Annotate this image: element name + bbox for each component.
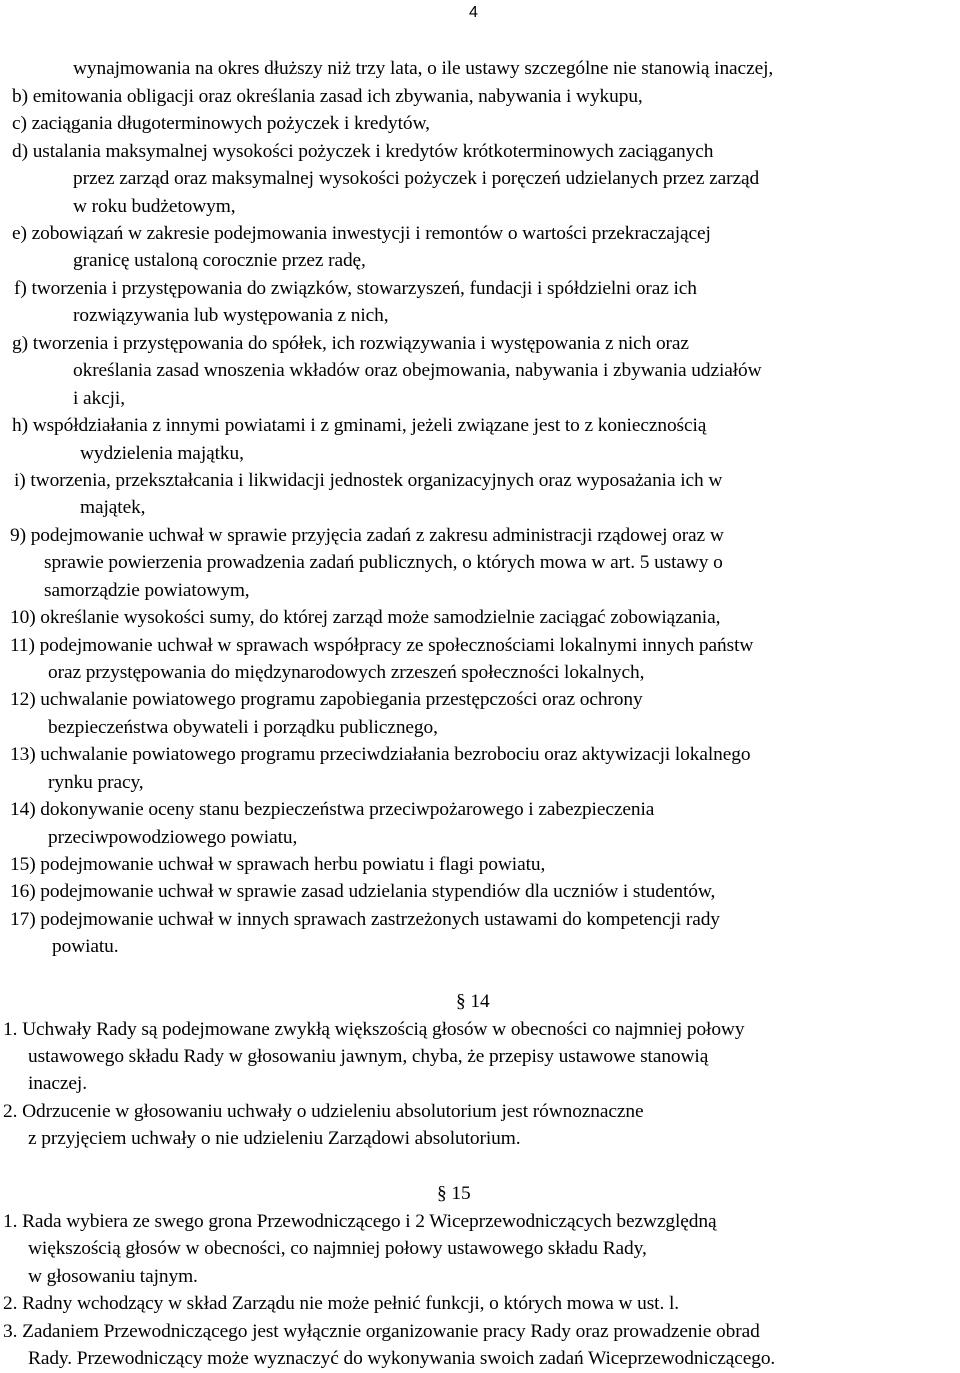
text-line: 15) podejmowanie uchwał w sprawach herbu powiatu i flagi powiatu, [10,854,546,875]
page-number: 4 [469,4,478,21]
section-heading: § 14 [456,991,490,1012]
text-line: 3. Zadaniem Przewodniczącego jest wyłącznie organizowanie pracy Rady oraz prowadzenie obrad [3,1321,760,1342]
text-line: samorządzie powiatowym, [44,580,250,601]
text-line: bezpieczeństwa obywateli i porządku publicznego, [48,717,438,738]
text-line: 1. Uchwały Rady są podejmowane zwykłą większością głosów w obecności co najmniej połowy [3,1019,745,1040]
text-line: 12) uchwalanie powiatowego programu zapobiegania przestępczości oraz ochrony [10,689,643,710]
text-line: ustawowego składu Rady w głosowaniu jawnym, chyba, że przepisy ustawowe stanowią [28,1046,709,1067]
text-line: większością głosów w obecności, co najmniej połowy ustawowego składu Rady, [28,1238,647,1259]
text-line: 9) podejmowanie uchwał w sprawie przyjęcia zadań z zakresu administracji rządowej oraz w [10,525,724,546]
text-line: b) emitowania obligacji oraz określania zasad ich zbywania, nabywania i wykupu, [12,86,643,107]
text-line: majątek, [80,497,146,518]
text-line: 11) podejmowanie uchwał w sprawach współpracy ze społecznościami lokalnymi innych państw [10,635,754,656]
text-line: powiatu. [52,936,119,957]
text-line: wynajmowania na okres dłuższy niż trzy lata, o ile ustawy szczególne nie stanowią inaczej, [73,58,774,79]
text-line: Rady. Przewodniczący może wyznaczyć do wykonywania swoich zadań Wiceprzewodniczącego. [28,1348,776,1369]
text-line: i) tworzenia, przekształcania i likwidacji jednostek organizacyjnych oraz wyposażania ich w [14,470,723,491]
text-line: 13) uchwalanie powiatowego programu przeciwdziałania bezrobociu oraz aktywizacji lokalnego [10,744,751,765]
text-line: w głosowaniu tajnym. [28,1266,198,1287]
text-line: 17) podejmowanie uchwał w innych sprawach zastrzeżonych ustawami do kompetencji rady [10,909,720,930]
text-line: f) tworzenia i przystępowania do związków, stowarzyszeń, fundacji i spółdzielni oraz ich [14,278,697,299]
text-line: g) tworzenia i przystępowania do spółek, ich rozwiązywania i występowania z nich oraz [12,333,689,354]
text-line: 14) dokonywanie oceny stanu bezpieczeństwa przeciwpożarowego i zabezpieczenia [10,799,655,820]
text-line: i akcji, [73,388,125,409]
text-line: określania zasad wnoszenia wkładów oraz obejmowania, nabywania i zbywania udziałów [73,360,762,381]
text-line: c) zaciągania długoterminowych pożyczek i kredytów, [12,113,430,134]
text-line: w roku budżetowym, [73,196,236,217]
text-line: przez zarząd oraz maksymalnej wysokości pożyczek i poręczeń udzielanych przez zarząd [73,168,760,189]
text-line: sprawie powierzenia prowadzenia zadań publicznych, o których mowa w art. 5 ustawy o [44,552,723,573]
text-line: rozwiązywania lub występowania z nich, [73,305,389,326]
text-line: rynku pracy, [48,772,144,793]
text-line: e) zobowiązań w zakresie podejmowania inwestycji i remontów o wartości przekraczającej [12,223,711,244]
text-line: z przyjęciem uchwały o nie udzieleniu Zarządowi absolutorium. [28,1128,521,1149]
text-line: granicę ustaloną corocznie przez radę, [73,250,366,271]
text-line: wydzielenia majątku, [80,443,244,464]
text-line: d) ustalania maksymalnej wysokości pożyczek i kredytów krótkoterminowych zaciąganych [12,141,714,162]
text-line: przeciwpowodziowego powiatu, [48,827,298,848]
text-line: 2. Odrzucenie w głosowaniu uchwały o udzieleniu absolutorium jest równoznaczne [3,1101,644,1122]
text-line: 2. Radny wchodzący w skład Zarządu nie może pełnić funkcji, o których mowa w ust. l. [3,1293,680,1314]
text-line: 10) określanie wysokości sumy, do której zarząd może samodzielnie zaciągać zobowiązania, [10,607,721,628]
text-line: h) współdziałania z innymi powiatami i z gminami, jeżeli związane jest to z koniecznością [12,415,707,436]
text-line: 16) podejmowanie uchwał w sprawie zasad udzielania stypendiów dla uczniów i studentów, [10,881,716,902]
text-line: inaczej. [28,1073,87,1094]
text-line: 1. Rada wybiera ze swego grona Przewodniczącego i 2 Wiceprzewodniczących bezwzględną [3,1211,717,1232]
text-line: oraz przystępowania do międzynarodowych zrzeszeń społeczności lokalnych, [48,662,645,683]
section-heading: § 15 [437,1183,471,1204]
